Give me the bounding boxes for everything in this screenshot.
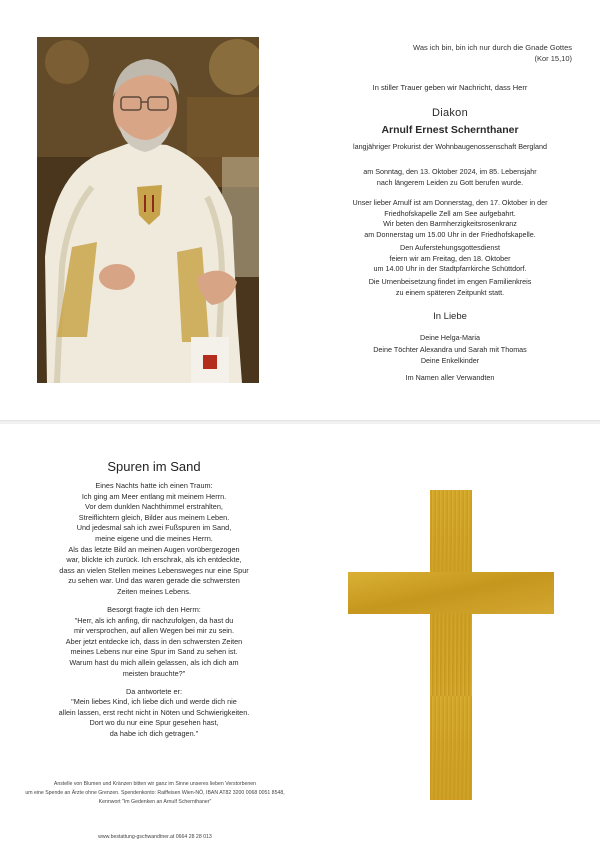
intro-text: In stiller Trauer geben wir Nachricht, dass Herr (372, 83, 528, 92)
deceased-position: langjähriger Prokurist der Wohnbaugenossenschaft Bergland (352, 142, 548, 151)
paragraph-line: um 14.00 Uhr in der Stadtpfarrkirche Schüttdorf. (373, 264, 527, 273)
paragraph-line: Friedhofskapelle Zell am See aufgebahrt. (384, 208, 516, 218)
poem-line: Zeiten meines Lebens. (117, 586, 191, 596)
poem-body (45, 481, 263, 747)
poem-title: Spuren im Sand (107, 459, 201, 474)
poem-line: Und jedesmal sah ich zwei Fußspuren im Sand, (76, 523, 232, 533)
poem-line: mir versprochen, auf allen Wegen bei mir zu sein. (73, 626, 235, 636)
paragraph-line: Die Urnenbeisetzung findet im engen Familienkreis (368, 277, 532, 286)
poem-line: meisten brauchte?" (122, 668, 186, 678)
poem-line: meines Lebens nur eine Spur im Sand zu sehen ist. (70, 647, 238, 657)
poem-line: Eines Nachts hatte ich einen Traum: (95, 481, 213, 490)
signature-children (330, 345, 570, 366)
poem-line: Dort wo du nur eine Spur gesehen hast, (89, 718, 219, 728)
donation-line: um eine Spende an Ärzte ohne Grenzen. Spendenkonto: Raiffeisen Wien-NÖ, IBAN AT82 3200 0068 0051 8548, (25, 790, 285, 796)
poem-line: Aber jetzt entdecke ich, dass in den schwersten Zeiten (65, 636, 243, 646)
poem-stanza (45, 605, 263, 679)
death-notice-paragraph (330, 167, 570, 188)
in-liebe-heading: In Liebe (433, 311, 467, 322)
poem-line: Als das letzte Bild an meinen Augen vorübergezogen (68, 544, 240, 554)
paragraph-line: am Sonntag, den 13. Oktober 2024, im 85. Lebensjahr (363, 167, 537, 176)
poem-line: war, blickte ich zurück. Ich erschrak, als ich entdeckte, (66, 555, 242, 565)
epigraph-quote: Was ich bin, bin ich nur durch die Gnade Gottes (413, 43, 572, 52)
poem-line: Vor dem dunklen Nachthimmel erstrahlten, (85, 502, 223, 512)
poem-line: "Herr, als ich anfing, dir nachzufolgen, da hast du (74, 615, 234, 625)
cross-icon (348, 490, 554, 805)
donation-line: Kennwort "Im Gedenken an Arnulf Schernthaner" (98, 799, 212, 805)
paragraph-line: Unser lieber Arnulf ist am Donnerstag, den 17. Oktober in der (352, 198, 548, 207)
viewing-paragraph (330, 198, 570, 240)
epigraph (413, 42, 572, 64)
poem-line: Da antwortete er: (126, 686, 182, 696)
poem-stanza (45, 687, 263, 740)
paragraph-line: Den Auferstehungsgottesdienst (400, 243, 500, 252)
poem-line: zu sehen war. Und das waren gerade die schwersten (68, 576, 240, 586)
epigraph-reference: (Kor 15,10) (534, 54, 572, 63)
parte-bottom-page (0, 424, 600, 850)
poem-line: Warum hast du mich allein gelassen, als ich dich am (69, 658, 239, 667)
portrait-photo (37, 37, 259, 383)
signature-wife: Deine Helga-Maria (420, 333, 480, 342)
poem-line: Besorgt fragte ich den Herrn: (107, 605, 201, 615)
parte-top-page (0, 0, 600, 420)
funeral-home-contact: www.bestattung-gschwandtner.at 0664 28 28 013 (98, 834, 212, 840)
paragraph-line: nach längerem Leiden zu Gott berufen wurde. (376, 177, 524, 187)
burial-paragraph (330, 277, 570, 298)
poem-line: dass an vielen Stellen meines Lebensweges nur eine Spur (59, 565, 249, 575)
signature-line: Deine Enkelkinder (420, 355, 480, 365)
signature-line: Deine Töchter Alexandra und Sarah mit Thomas (373, 345, 527, 354)
donation-line: Anstelle von Blumen und Kränzen bitten wir ganz im Sinne unseres lieben Verstorbenen (53, 781, 257, 787)
paragraph-line: zu einem späteren Zeitpunkt statt. (395, 287, 505, 297)
poem-line: Ich ging am Meer entlang mit meinem Herrn. (81, 491, 227, 501)
service-paragraph (330, 243, 570, 275)
donation-note (20, 780, 290, 807)
poem-stanza (45, 481, 263, 598)
poem-line: allein lassen, erst recht nicht in Nöten und Schwierigkeiten. (58, 707, 250, 717)
paragraph-line: Wir beten den Barmherzigkeitsrosenkranz (383, 219, 517, 228)
deceased-name: Arnulf Ernest Schernthaner (381, 124, 519, 136)
poem-line: Streiflichtern gleich, Bilder aus meinem Leben. (78, 512, 230, 522)
deceased-title: Diakon (431, 107, 469, 119)
poem-line: da habe ich dich getragen." (109, 729, 199, 739)
signature-relatives: Im Namen aller Verwandten (405, 373, 495, 382)
poem-line: "Mein liebes Kind, ich liebe dich und werde dich nie (71, 697, 237, 707)
poem-line: meine eigene und die meines Herrn. (95, 533, 213, 543)
paragraph-line: feiern wir am Freitag, den 18. Oktober (389, 253, 511, 263)
paragraph-line: am Donnerstag um 15.00 Uhr in der Friedhofskapelle. (364, 229, 536, 239)
